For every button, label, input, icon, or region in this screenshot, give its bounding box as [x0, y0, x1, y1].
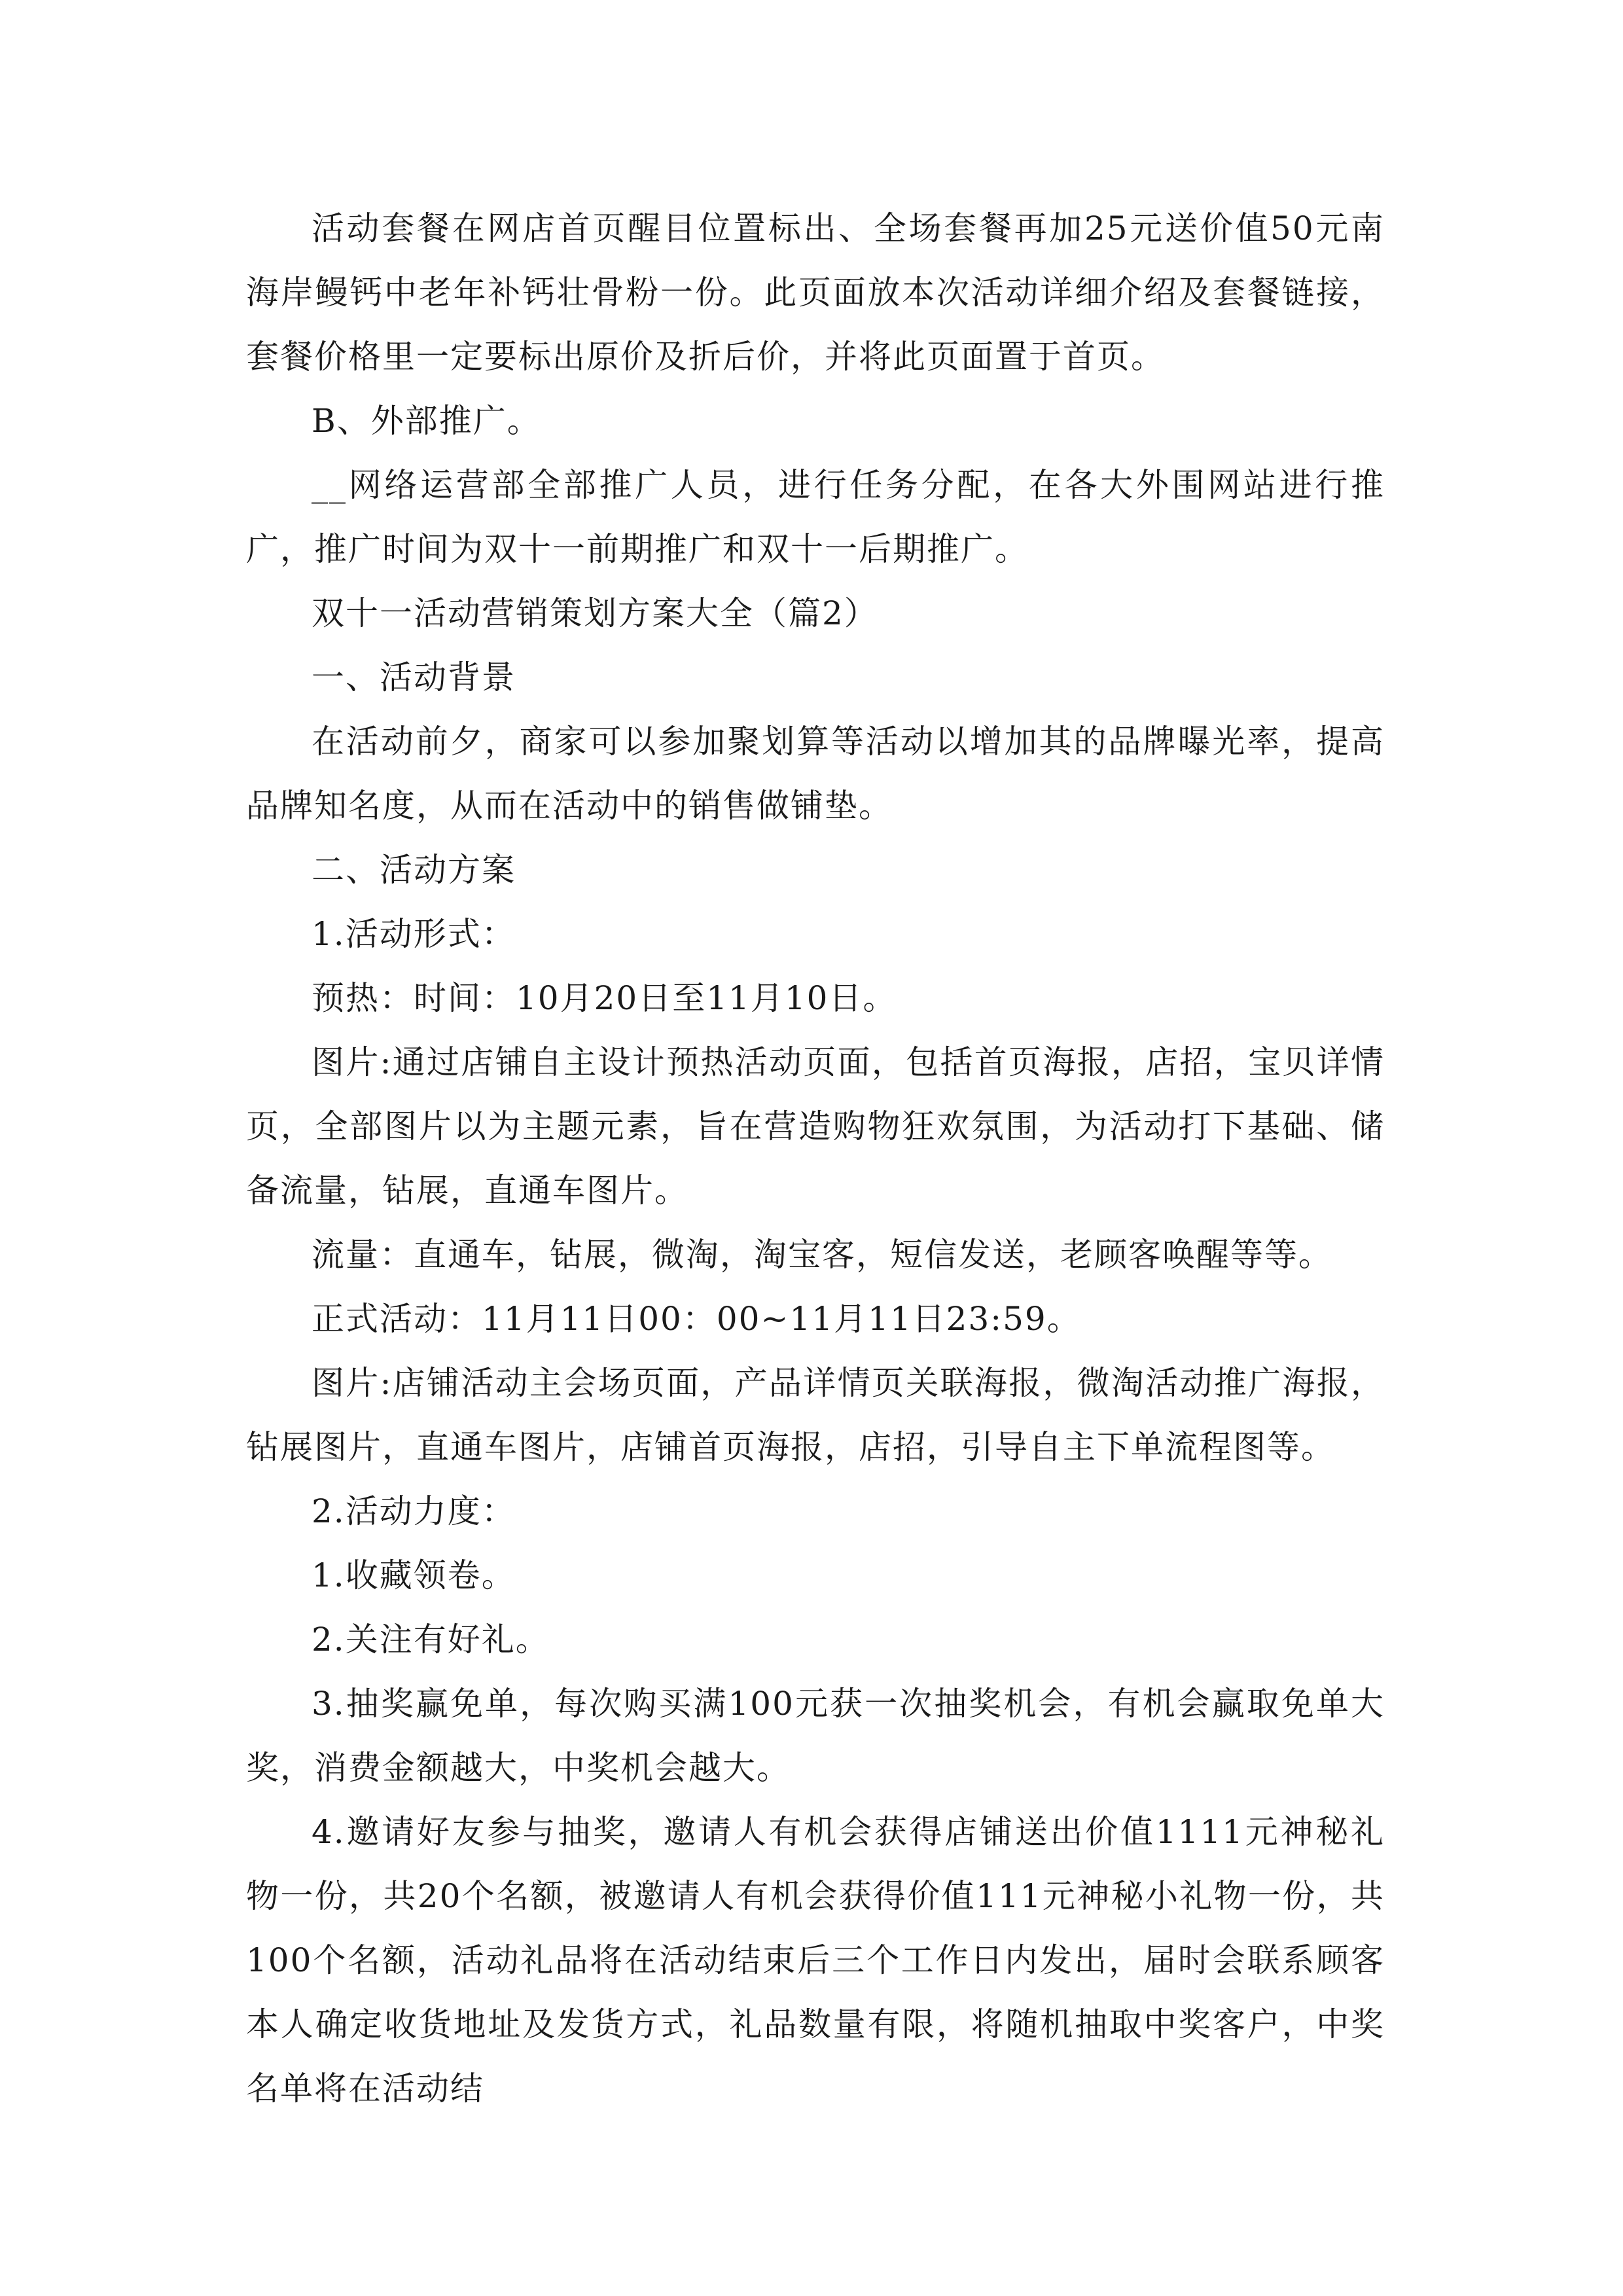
heading-activity-strength: 2.活动力度：	[312, 1492, 516, 1530]
paragraph-background: 在活动前夕，商家可以参加聚划算等活动以增加其的品牌曝光率，提高品牌知名度，从而在活动中的销售做铺垫。	[246, 723, 1385, 825]
list-item-lottery: 3.抽奖赢免单，每次购买满100元获一次抽奖机会，有机会赢取免单大奖，消费金额越大，中奖机会越大。	[246, 1685, 1385, 1787]
list-item-follow-gift: 2.关注有好礼。	[312, 1621, 550, 1659]
heading-plan: 二、活动方案	[312, 851, 516, 889]
paragraph-package-promo: 活动套餐在网店首页醒目位置标出、全场套餐再加25元送价值50元南海岸鳗钙中老年补钙壮骨粉一份。此页面放本次活动详细介绍及套餐链接，套餐价格里一定要标出原价及折后价，并将此页面置于首页。	[246, 209, 1385, 376]
paragraph-main-event-time: 正式活动：11月11日00：00~11月11日23:59。	[312, 1300, 1081, 1338]
paragraph-traffic: 流量：直通车，钻展，微淘，淘宝客，短信发送，老顾客唤醒等等。	[312, 1236, 1332, 1274]
paragraph-preheat-time: 预热：时间：10月20日至11月10日。	[312, 979, 897, 1017]
paragraph-external-promo-heading: B、外部推广。	[312, 402, 541, 440]
section-title: 双十一活动营销策划方案大全（篇2）	[312, 594, 878, 632]
paragraph-preheat-images: 图片:通过店铺自主设计预热活动页面，包括首页海报，店招，宝贝详情页，全部图片以为主题元素，旨在营造购物狂欢氛围，为活动打下基础、储备流量，钻展，直通车图片。	[246, 1043, 1385, 1210]
heading-background: 一、活动背景	[312, 658, 516, 696]
list-item-invite-friends: 4.邀请好友参与抽奖，邀请人有机会获得店铺送出价值1111元神秘礼物一份，共20个名额，被邀请人有机会获得价值111元神秘小礼物一份，共100个名额，活动礼品将在活动结束后三个工作日内发出，届时会联系顾客本人确定收货地址及发货方式，礼品数量有限，将随机抽取中奖客户，中奖名单将在活动结	[246, 1813, 1385, 2108]
paragraph-main-event-images: 图片:店铺活动主会场页面，产品详情页关联海报，微淘活动推广海报，钻展图片，直通车图片，店铺首页海报，店招，引导自主下单流程图等。	[246, 1364, 1385, 1466]
heading-activity-form: 1.活动形式：	[312, 915, 516, 953]
paragraph-external-promo-detail: __网络运营部全部推广人员，进行任务分配，在各大外围网站进行推广，推广时间为双十一前期推广和双十一后期推广。	[246, 466, 1385, 568]
document-body	[246, 196, 1385, 2121]
list-item-collect-coupon: 1.收藏领卷。	[312, 1556, 516, 1594]
